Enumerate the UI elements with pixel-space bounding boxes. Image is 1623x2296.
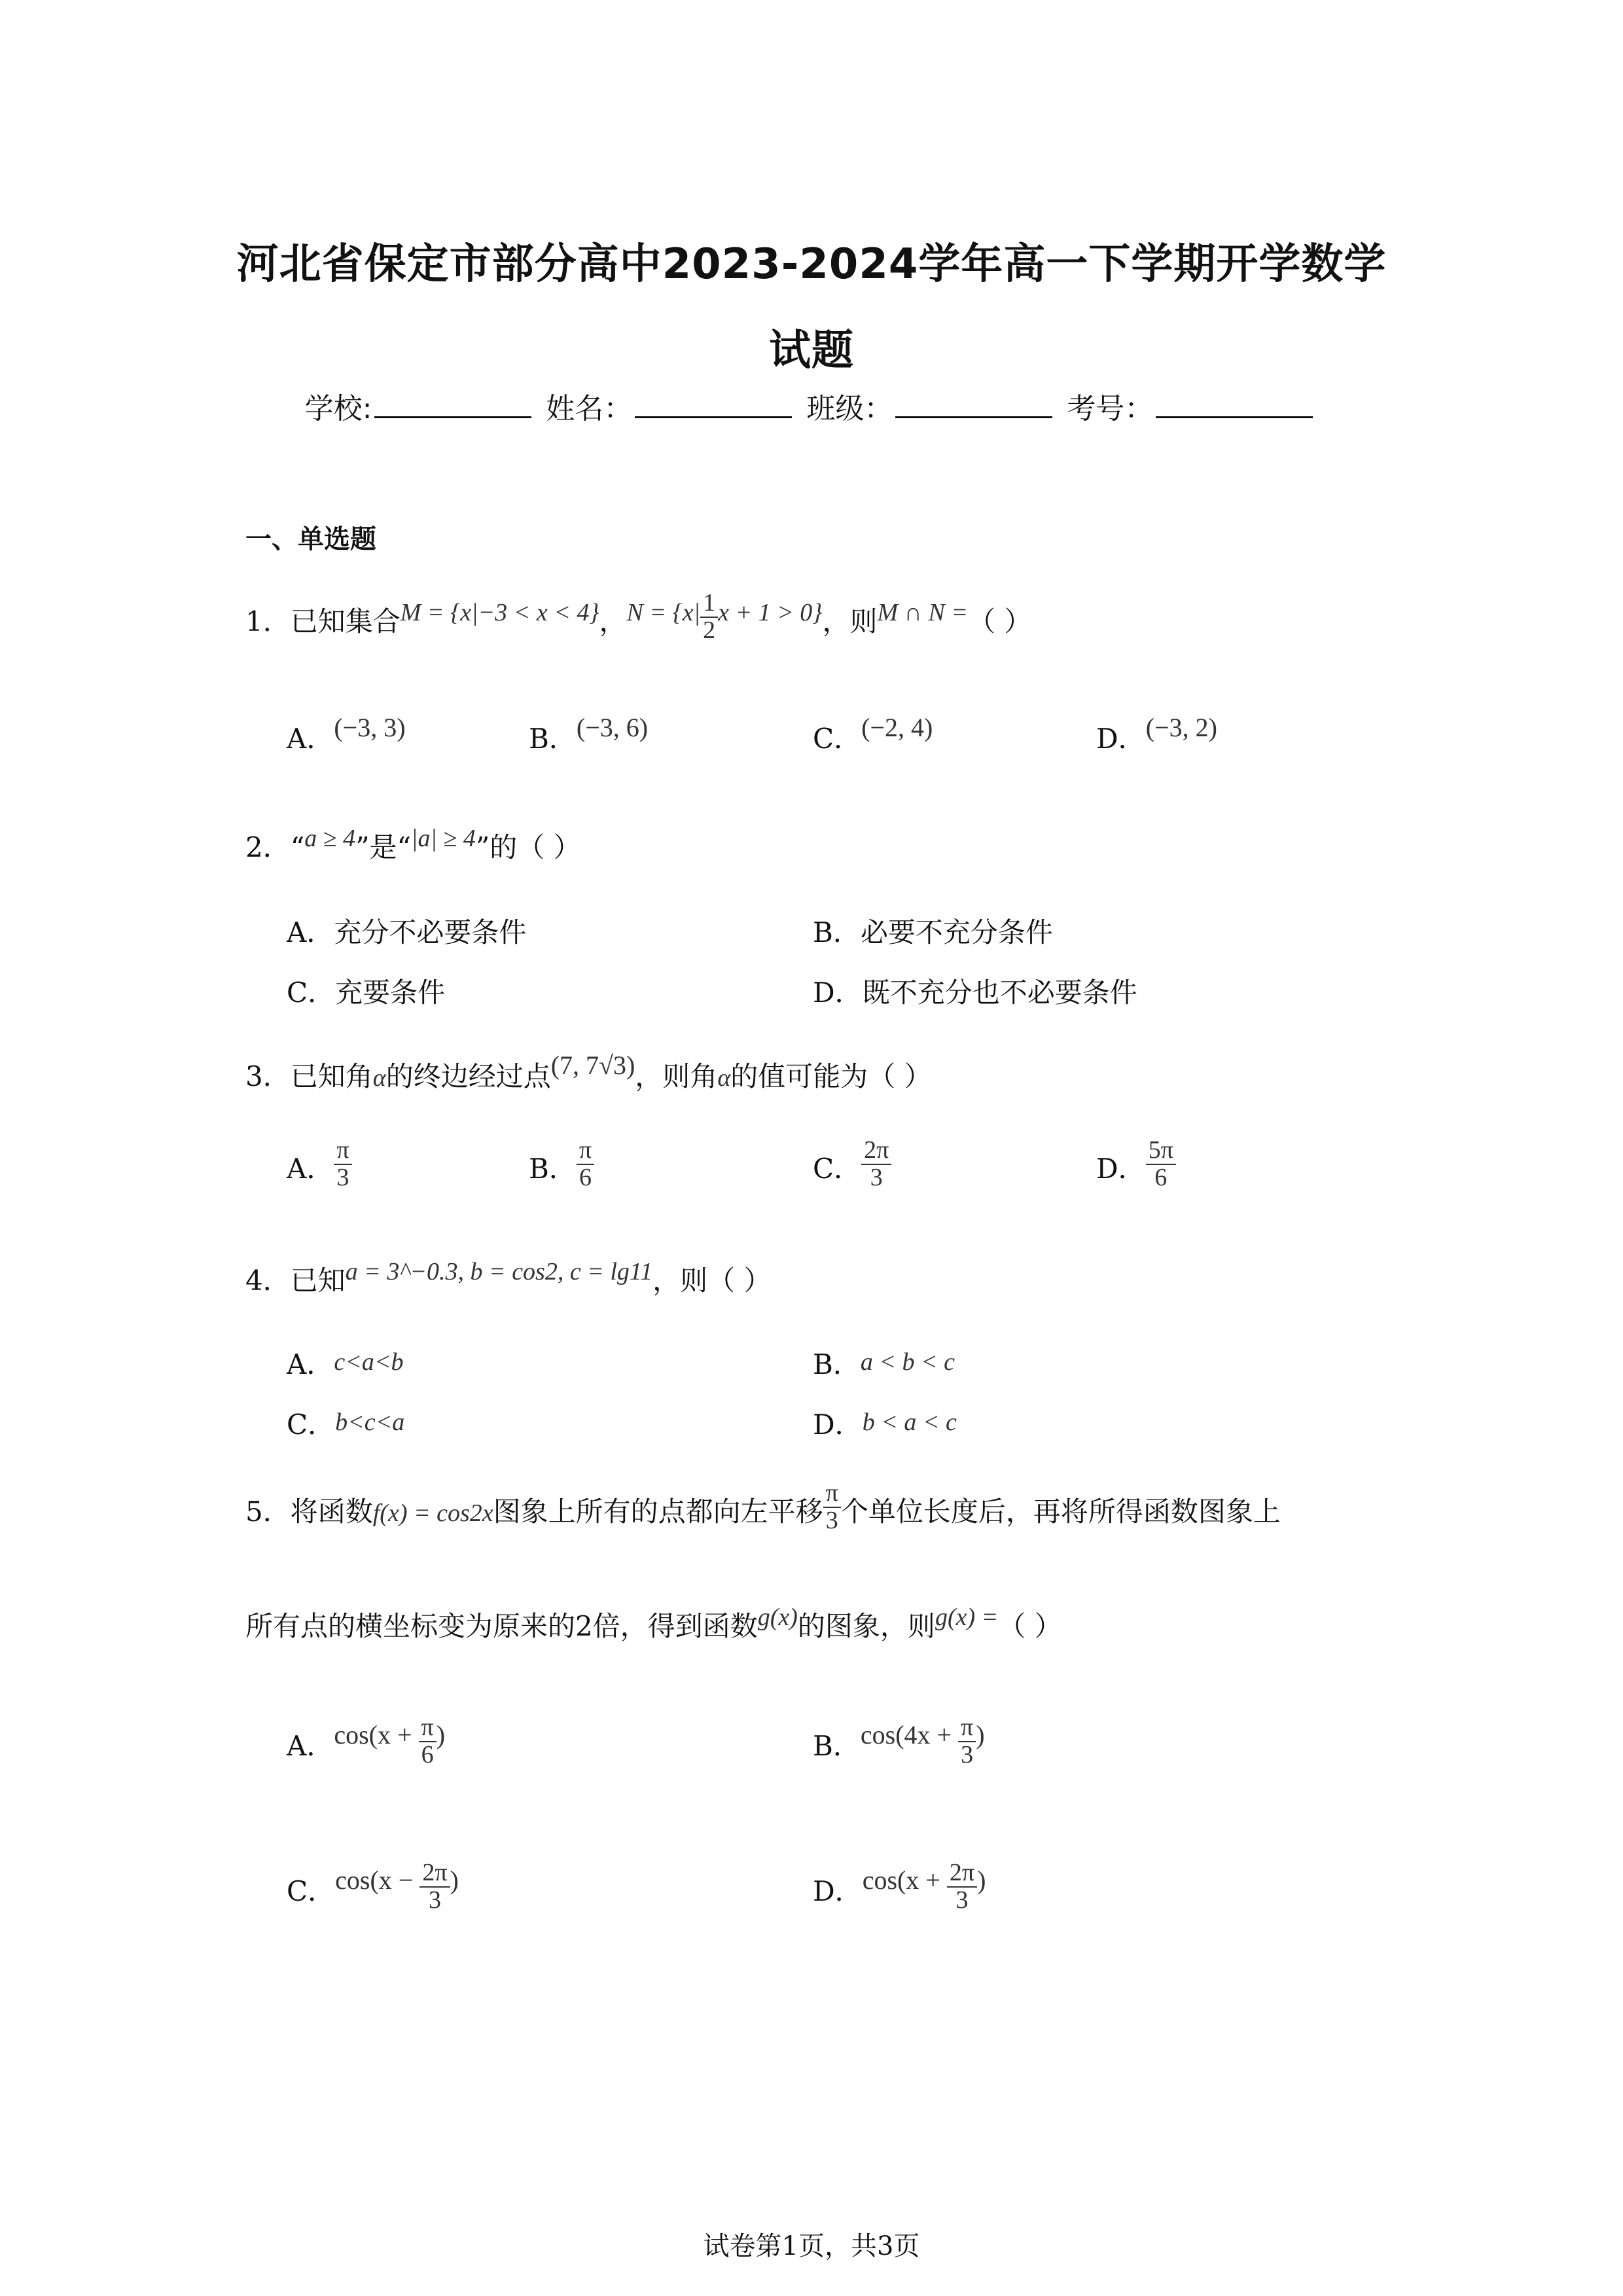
q3-option-d[interactable]: D． $\frac{5\pi}{6}$	[1096, 1144, 1176, 1198]
q3-alpha: α	[372, 1064, 386, 1092]
section-heading: 一、单选题	[245, 524, 376, 554]
q1-set-m: M = {x|−3 < x < 4}	[400, 598, 599, 626]
q1-option-c[interactable]: C．(−2, 4)	[813, 713, 933, 755]
title-line-2: 试题	[769, 327, 854, 375]
question-1: 1．已知集合M = {x|−3 < x < 4}，N = {x| $\frac{1}{2}$ x + 1 > 0}，则M ∩ N =（ ）	[245, 589, 1032, 644]
question-3: 3．已知角α的终边经过点(7, 7√3)，则角α的值可能为（ ）	[245, 1050, 932, 1092]
title-line-1: 河北省保定市部分高中2023-2024学年高一下学期开学数学	[236, 240, 1387, 289]
school-label: 学校:	[304, 392, 372, 425]
q5-f: f(x) = cos2x	[372, 1499, 493, 1527]
question-4: 4．已知a = 3^−0.3, b = cos2, c = lg11，则（ ）	[245, 1258, 772, 1297]
q3-point: (7, 7√3)	[550, 1050, 635, 1080]
name-label: 姓名：	[546, 392, 633, 425]
question-5-line-1: 5．将函数f(x) = cos2x图象上所有的点都向左平移 $\frac{\pi}{3}$ 个单位长度后，再将所得函数图象上	[245, 1479, 1281, 1534]
q4-expr: a = 3^−0.3, b = cos2, c = lg11	[345, 1258, 653, 1285]
class-label: 班级：	[806, 392, 893, 425]
q3-option-c[interactable]: C． $\frac{2\pi}{3}$	[813, 1144, 891, 1198]
q1-prefix: 1．已知集合	[245, 605, 401, 637]
student-info	[0, 385, 1623, 427]
q1-mid: ，则	[822, 605, 878, 637]
q5-option-b[interactable]: B．cos(4x + $\frac{\pi}{3}$ )	[813, 1713, 985, 1768]
q2-option-b[interactable]: B．必要不充分条件	[813, 916, 1053, 948]
number-blank[interactable]	[1156, 394, 1313, 418]
q1-sep: ，	[599, 605, 627, 637]
q1-option-a[interactable]: A．(−3, 3)	[287, 713, 406, 755]
q2-option-d[interactable]: D．既不充分也不必要条件	[813, 977, 1137, 1009]
class-blank[interactable]	[895, 394, 1052, 418]
q2-option-c[interactable]: C．充要条件	[287, 977, 446, 1009]
q4-option-c[interactable]: C．b<c<a	[287, 1408, 405, 1441]
q3-option-b[interactable]: B． $\frac{\pi}{6}$	[529, 1144, 594, 1198]
q1-paren: （ ）	[968, 605, 1032, 637]
q2-expr-1: a ≥ 4	[304, 825, 356, 852]
q2-expr-2: |a| ≥ 4	[411, 825, 476, 852]
q3-option-a[interactable]: A． $\frac{\pi}{3}$	[287, 1144, 352, 1198]
q4-option-a[interactable]: A．c<a<b	[287, 1348, 404, 1380]
page-footer: 试卷第1页，共3页	[703, 2231, 920, 2261]
q1-option-b[interactable]: B．(−3, 6)	[529, 713, 649, 755]
q1-set-n-left: N =	[626, 598, 673, 626]
q4-option-d[interactable]: D．b < a < c	[813, 1408, 957, 1441]
q1-expr: M ∩ N =	[877, 598, 969, 626]
school-blank[interactable]	[374, 394, 531, 418]
q5-g: g(x)	[757, 1604, 798, 1631]
q1-set-n-x: x	[682, 598, 694, 626]
q4-option-b[interactable]: B．a < b < c	[813, 1348, 955, 1380]
name-blank[interactable]	[635, 394, 792, 418]
q1-fraction: $\frac{1}{2}$	[700, 590, 718, 644]
q2-option-a[interactable]: A．充分不必要条件	[287, 916, 527, 948]
question-2: 2．“a ≥ 4”是“|a| ≥ 4”的（ ）	[245, 825, 581, 863]
q1-option-d[interactable]: D．(−3, 2)	[1096, 713, 1217, 755]
q5-g-eq: g(x) =	[935, 1604, 999, 1631]
question-5-line-2: 所有点的横坐标变为原来的2倍，得到函数g(x)的图象，则g(x) =（ ）	[245, 1604, 1062, 1642]
q1-set-n-right: x + 1 > 0	[718, 598, 813, 626]
number-label: 考号：	[1067, 392, 1154, 425]
q3-alpha-2: α	[717, 1064, 731, 1092]
q5-option-c[interactable]: C．cos(x − $\frac{2\pi}{3}$ )	[287, 1859, 459, 1914]
q5-option-a[interactable]: A．cos(x + $\frac{\pi}{6}$ )	[287, 1713, 446, 1768]
q5-option-d[interactable]: D．cos(x + $\frac{2\pi}{3}$ )	[813, 1859, 986, 1914]
q5-shift: $\frac{\pi}{3}$	[823, 1480, 841, 1534]
